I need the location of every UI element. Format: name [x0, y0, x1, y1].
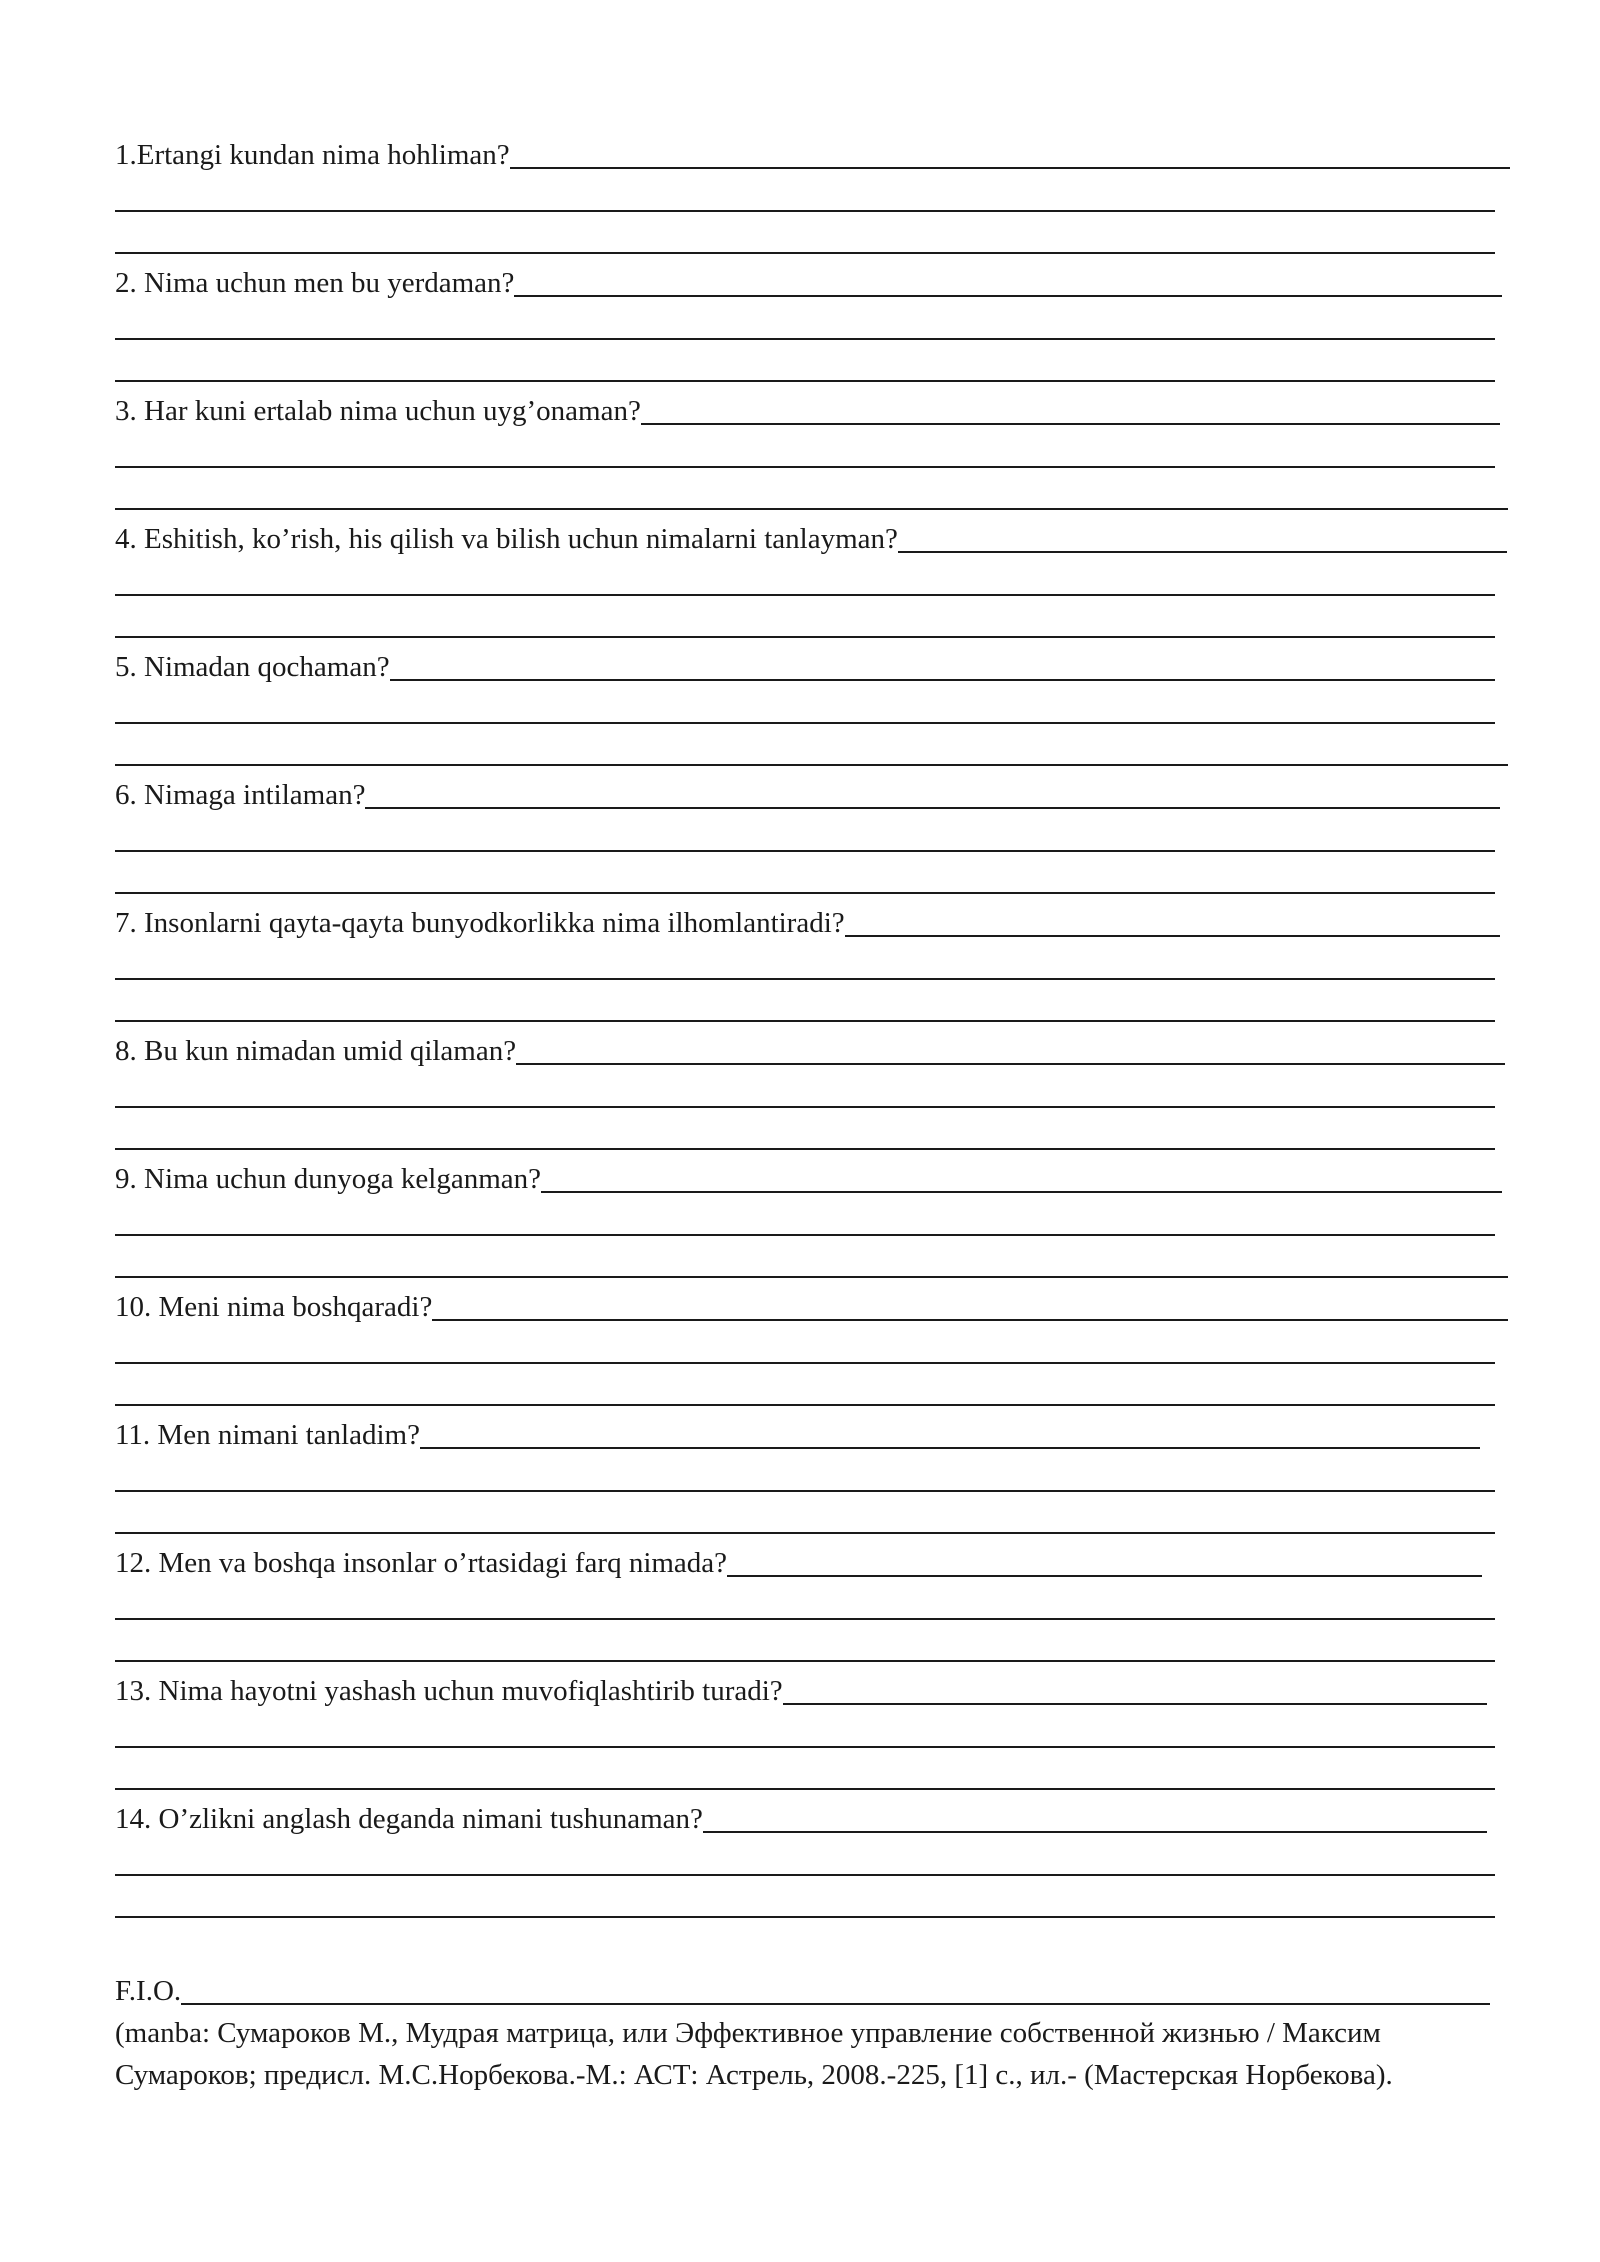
question-block-9	[115, 1154, 1510, 1196]
answer-line[interactable]	[115, 508, 1508, 510]
question-line-6[interactable]	[115, 770, 1510, 812]
question-line-13[interactable]	[115, 1666, 1510, 1708]
answer-line[interactable]	[115, 1404, 1495, 1406]
answer-line[interactable]	[115, 338, 1495, 340]
source-citation: (manba: Сумароков М., Мудрая матрица, или Эффективное управление собственной жизнью / Максим Сумароков; предисл. М.С.Норбекова.-М.: АСТ: Астрель, 2008.-225, [1] с., ил.- (Мастерская Норбекова).	[115, 2017, 1393, 2091]
answer-line[interactable]	[115, 1532, 1495, 1534]
question-block-13	[115, 1666, 1510, 1708]
question-block-8	[115, 1026, 1510, 1068]
question-label-5: 5. Nimadan qochaman?	[115, 651, 390, 683]
fio-label: F.I.O.	[115, 1975, 182, 2007]
answer-line[interactable]	[115, 1020, 1495, 1022]
question-label-3: 3. Har kuni ertalab nima uchun uyg’onaman?	[115, 395, 641, 427]
question-block-12	[115, 1538, 1510, 1580]
question-block-7	[115, 898, 1510, 940]
answer-line[interactable]	[115, 978, 1495, 980]
answer-line[interactable]	[115, 1874, 1495, 1876]
question-label-7: 7. Insonlarni qayta-qayta bunyodkorlikka nima ilhomlantiradi?	[115, 907, 845, 939]
answer-line[interactable]	[115, 892, 1495, 894]
question-line-7[interactable]	[115, 898, 1510, 940]
answer-line[interactable]	[115, 210, 1495, 212]
question-label-13: 13. Nima hayotni yashash uchun muvofiqlashtirib turadi?	[115, 1675, 783, 1707]
question-line-5[interactable]	[115, 642, 1510, 684]
question-label-11: 11. Men nimani tanladim?	[115, 1419, 420, 1451]
fio-block	[115, 1966, 1495, 2008]
question-line-3[interactable]	[115, 386, 1510, 428]
answer-line[interactable]	[115, 252, 1495, 254]
answer-line[interactable]	[115, 1618, 1495, 1620]
fio-underline[interactable]	[115, 2003, 1490, 2005]
question-line-9[interactable]	[115, 1154, 1510, 1196]
question-label-1: 1.Ertangi kundan nima hohliman?	[115, 139, 510, 171]
answer-line[interactable]	[115, 380, 1495, 382]
question-line-1[interactable]	[115, 130, 1510, 172]
answer-line[interactable]	[115, 636, 1495, 638]
question-label-14: 14. O’zlikni anglash deganda nimani tushunaman?	[115, 1803, 703, 1835]
answer-line[interactable]	[115, 1106, 1495, 1108]
question-label-6: 6. Nimaga intilaman?	[115, 779, 366, 811]
question-label-12: 12. Men va boshqa insonlar o’rtasidagi farq nimada?	[115, 1547, 728, 1579]
answer-line[interactable]	[115, 1276, 1508, 1278]
question-line-8[interactable]	[115, 1026, 1510, 1068]
question-line-12[interactable]	[115, 1538, 1510, 1580]
answer-line[interactable]	[115, 1660, 1495, 1662]
question-label-8: 8. Bu kun nimadan umid qilaman?	[115, 1035, 517, 1067]
answer-line[interactable]	[115, 1490, 1495, 1492]
question-line-4[interactable]	[115, 514, 1510, 556]
answer-line[interactable]	[115, 764, 1508, 766]
answer-line[interactable]	[115, 1148, 1495, 1150]
answer-line[interactable]	[115, 594, 1495, 596]
question-line-2[interactable]	[115, 258, 1510, 300]
answer-line[interactable]	[115, 722, 1495, 724]
question-block-4	[115, 514, 1510, 556]
question-block-3	[115, 386, 1510, 428]
answer-line[interactable]	[115, 1788, 1495, 1790]
question-label-4: 4. Eshitish, ko’rish, his qilish va bilish uchun nimalarni tanlayman?	[115, 523, 898, 555]
question-block-14	[115, 1794, 1510, 1836]
question-label-9: 9. Nima uchun dunyoga kelganman?	[115, 1163, 542, 1195]
question-block-1	[115, 130, 1510, 172]
question-label-10: 10. Meni nima boshqaradi?	[115, 1291, 433, 1323]
question-block-10	[115, 1282, 1510, 1324]
question-line-10[interactable]	[115, 1282, 1510, 1324]
answer-line[interactable]	[115, 1362, 1495, 1364]
question-label-2: 2. Nima uchun men bu yerdaman?	[115, 267, 515, 299]
answer-line[interactable]	[115, 850, 1495, 852]
question-block-5	[115, 642, 1510, 684]
question-block-2	[115, 258, 1510, 300]
question-block-6	[115, 770, 1510, 812]
question-line-14[interactable]	[115, 1794, 1510, 1836]
answer-line[interactable]	[115, 466, 1495, 468]
fio-line[interactable]	[115, 1966, 1495, 2008]
question-block-11	[115, 1410, 1510, 1452]
answer-line[interactable]	[115, 1234, 1495, 1236]
answer-line[interactable]	[115, 1916, 1495, 1918]
answer-line[interactable]	[115, 1746, 1495, 1748]
question-line-11[interactable]	[115, 1410, 1510, 1452]
